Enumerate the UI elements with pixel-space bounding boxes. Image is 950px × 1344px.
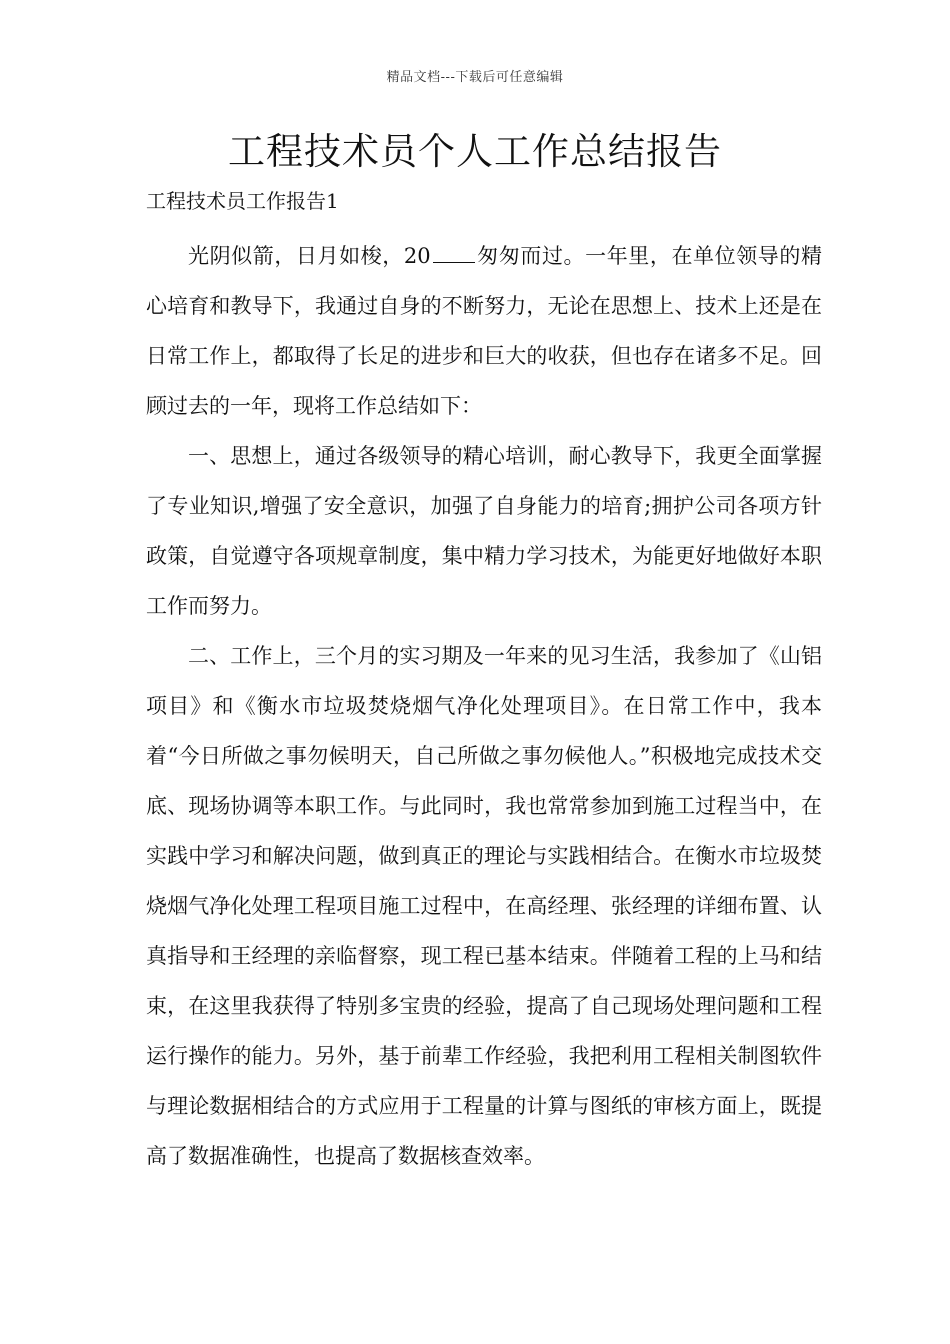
section-subtitle: 工程技术员工作报告1 (146, 189, 339, 213)
fill-in-blank (433, 244, 475, 263)
paragraph-work: 二、工作上，三个月的实习期及一年来的见习生活，我参加了《山铝项目》和《衡水市垃圾焚烧烟气净化处理项目》。在日常工作中，我本着“今日所做之事勿候明天，自己所做之事勿候他人。”积极地完成技术交底、现场协调等本职工作。与此同时，我也常常参加到施工过程当中，在实践中学习和解决问题，做到真正的理论与实践相结合。在衡水市垃圾焚烧烟气净化处理工程项目施工过程中，在高经理、张经理的详细布置、认真指导和王经理的亲临督察，现工程已基本结束。伴随着工程的上马和结束，在这里我获得了特别多宝贵的经验，提高了自己现场处理问题和工程运行操作的能力。另外，基于前辈工作经验，我把利用工程相关制图软件与理论数据相结合的方式应用于工程量的计算与图纸的审核方面上，既提高了数据准确性，也提高了数据核查效率。 (146, 644, 822, 1168)
paragraph-intro (146, 231, 822, 431)
paragraph-thought: 一、思想上，通过各级领导的精心培训，耐心教导下，我更全面掌握了专业知识,增强了安全意识，加强了自身能力的培育;拥护公司各项方针政策，自觉遵守各项规章制度，集中精力学习技术，为能更好地做好本职工作而努力。 (146, 444, 822, 618)
page-header-note: 精品文档---下载后可任意编辑 (386, 70, 564, 85)
paragraph-intro-start: 光阴似箭，日月如梭，20 (188, 244, 431, 268)
paragraph-intro-rest: 匆匆而过。一年里，在单位领导的精心培育和教导下，我通过自身的不断努力，无论在思想上、技术上还是在日常工作上，都取得了长足的进步和巨大的收获，但也存在诸多不足。回顾过去的一年，现将工作总结如下： (146, 244, 822, 418)
document-title: 工程技术员个人工作总结报告 (228, 130, 722, 173)
document-body (146, 231, 822, 1181)
